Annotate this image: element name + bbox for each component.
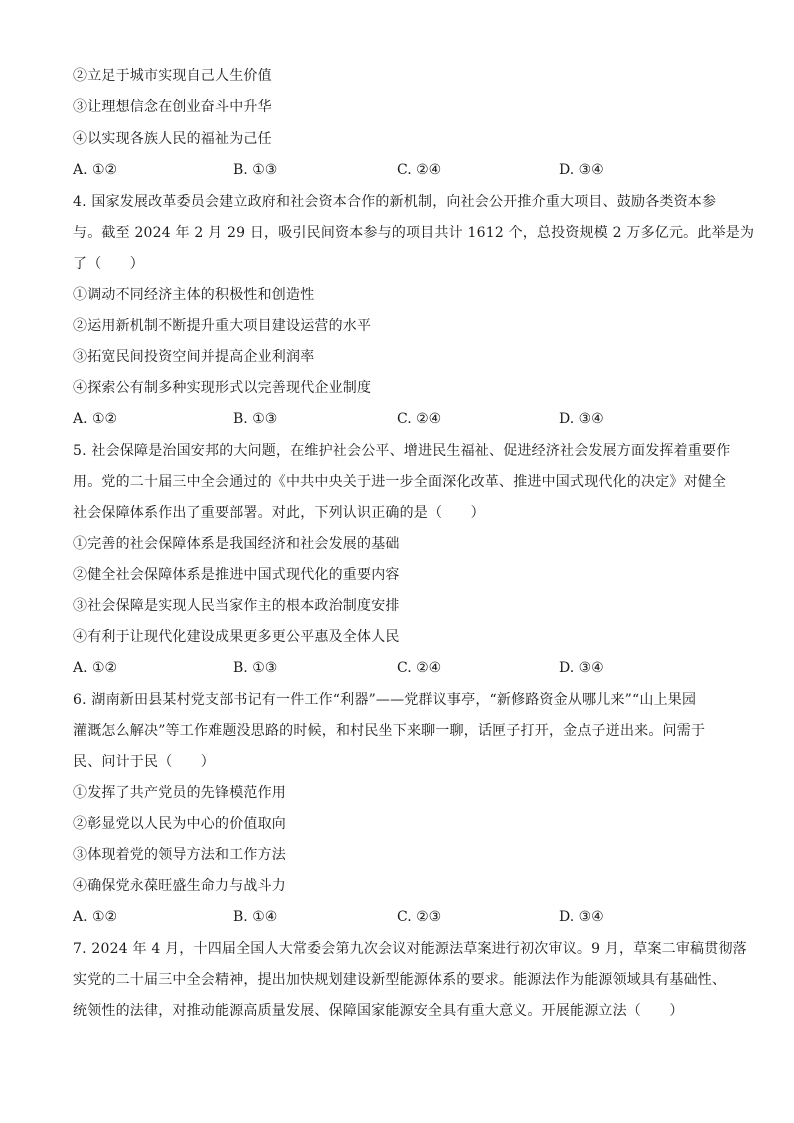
q4-stem-line-3: 了（ ） bbox=[73, 256, 144, 272]
q3-choice-c: C. ②④ bbox=[397, 162, 442, 178]
q6-item-2: ②彰显党以人民为中心的价值取向 bbox=[73, 816, 286, 832]
q4-item-4: ④探索公有制多种实现形式以完善现代企业制度 bbox=[73, 380, 372, 396]
q5-choice-b: B. ①③ bbox=[233, 660, 278, 676]
q6-stem-line-3: 民、问计于民（ ） bbox=[73, 754, 215, 770]
q3-choice-b: B. ①③ bbox=[233, 162, 278, 178]
q6-item-3: ③体现着党的领导方法和工作方法 bbox=[73, 847, 286, 863]
q6-stem-line-2: 灌溉怎么解决”等工作难题没思路的时候，和村民坐下来聊一聊，话匣子打开，金点子迸出来。问需于 bbox=[73, 723, 706, 739]
q5-item-2: ②健全社会保障体系是推进中国式现代化的重要内容 bbox=[73, 567, 400, 583]
q5-choice-c: C. ②④ bbox=[397, 660, 442, 676]
q5-stem-line-1: 5. 社会保障是治国安邦的大问题，在维护社会公平、增进民生福祉、促进经济社会发展方面发挥着重要作 bbox=[73, 443, 731, 459]
q6-choice-a: A. ①② bbox=[73, 909, 118, 925]
q3-item-2: ②立足于城市实现自己人生价值 bbox=[73, 68, 272, 84]
q3-item-3: ③让理想信念在创业奋斗中升华 bbox=[73, 99, 272, 115]
q6-choice-c: C. ②③ bbox=[397, 909, 442, 925]
q5-stem-line-3: 社会保障体系作出了重要部署。对此，下列认识正确的是（ ） bbox=[73, 505, 485, 521]
q6-choice-b: B. ①④ bbox=[233, 909, 278, 925]
q4-choice-a: A. ①② bbox=[73, 411, 118, 427]
q4-item-2: ②运用新机制不断提升重大项目建设运营的水平 bbox=[73, 318, 372, 334]
q4-item-3: ③拓宽民间投资空间并提高企业利润率 bbox=[73, 349, 315, 365]
q5-choice-a: A. ①② bbox=[73, 660, 118, 676]
q4-stem-line-1: 4. 国家发展改革委员会建立政府和社会资本合作的新机制，向社会公开推介重大项目、鼓励各类资本参 bbox=[73, 194, 717, 210]
q6-item-4: ④确保党永葆旺盛生命力与战斗力 bbox=[73, 878, 286, 894]
q7-stem-line-3: 统领性的法律，对推动能源高质量发展、保障国家能源安全具有重大意义。开展能源立法（ ） bbox=[73, 1003, 684, 1019]
q7-stem-line-1: 7. 2024 年 4 月，十四届全国人大常委会第九次会议对能源法草案进行初次审议。9 月，草案二审稿贯彻落 bbox=[73, 941, 747, 957]
q6-choice-d: D. ③④ bbox=[559, 909, 604, 925]
q4-choice-d: D. ③④ bbox=[559, 411, 604, 427]
q6-item-1: ①发挥了共产党员的先锋模范作用 bbox=[73, 785, 286, 801]
q4-stem-line-2: 与。截至 2024 年 2 月 29 日，吸引民间资本参与的项目共计 1612 个，总投资规模 2 万多亿元。此举是为 bbox=[73, 225, 755, 241]
q6-stem-line-1: 6. 湖南新田县某村党支部书记有一件工作“利器”——党群议事亭，“新修路资金从哪儿来”“山上果园 bbox=[73, 692, 697, 708]
q5-stem-line-2: 用。党的二十届三中全会通过的《中共中央关于进一步全面深化改革、推进中国式现代化的决定》对健全 bbox=[73, 474, 727, 490]
q5-item-4: ④有利于让现代化建设成果更多更公平惠及全体人民 bbox=[73, 629, 400, 645]
q4-choice-c: C. ②④ bbox=[397, 411, 442, 427]
q4-choice-b: B. ①③ bbox=[233, 411, 278, 427]
q5-item-3: ③社会保障是实现人民当家作主的根本政治制度安排 bbox=[73, 598, 400, 614]
q5-item-1: ①完善的社会保障体系是我国经济和社会发展的基础 bbox=[73, 536, 400, 552]
q3-choice-a: A. ①② bbox=[73, 162, 118, 178]
q5-choice-d: D. ③④ bbox=[559, 660, 604, 676]
q3-item-4: ④以实现各族人民的福祉为己任 bbox=[73, 131, 272, 147]
q7-stem-line-2: 实党的二十届三中全会精神，提出加快规划建设新型能源体系的要求。能源法作为能源领域具有基础性、 bbox=[73, 972, 727, 988]
q3-choice-d: D. ③④ bbox=[559, 162, 604, 178]
q4-item-1: ①调动不同经济主体的积极性和创造性 bbox=[73, 287, 315, 303]
